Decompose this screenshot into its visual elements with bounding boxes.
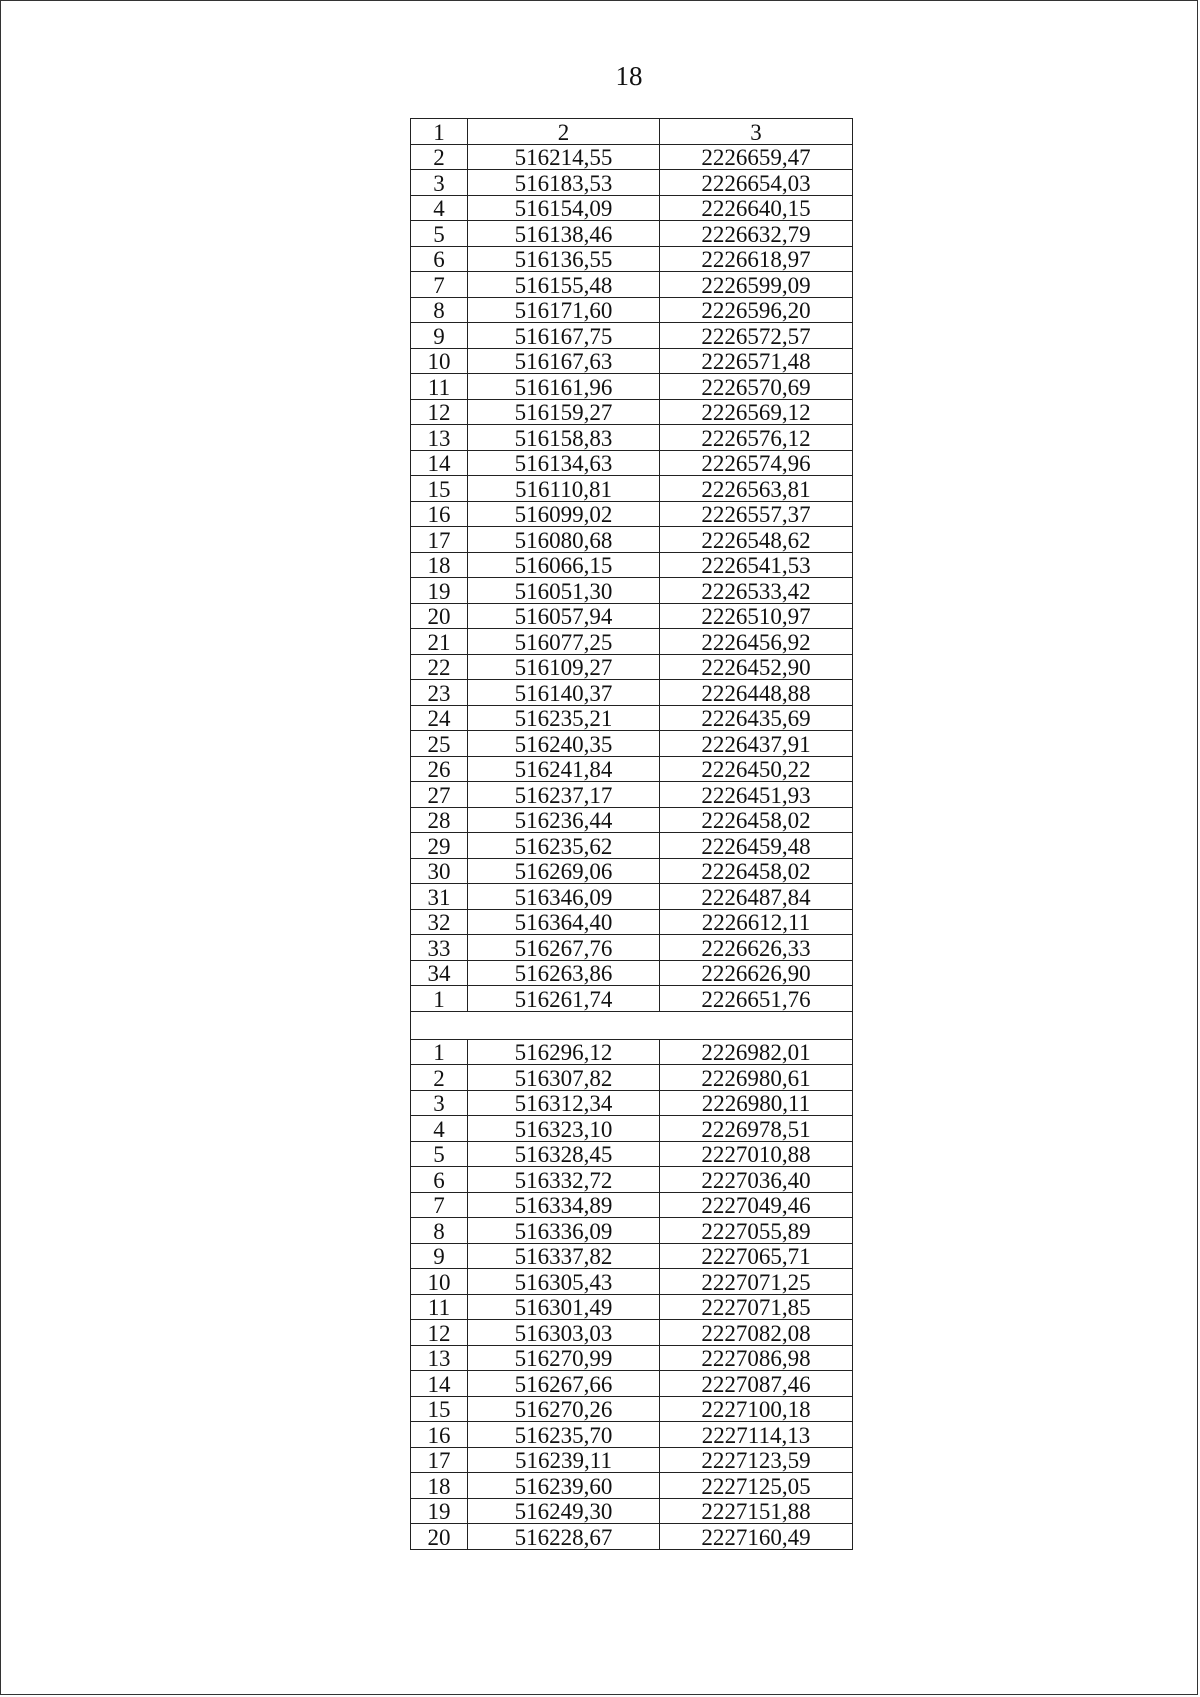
x-coordinate-cell: 516237,17 [468,782,660,808]
section-2-row [411,1192,853,1218]
y-coordinate-cell: 2227087,46 [660,1371,853,1397]
x-coordinate-cell: 516334,89 [468,1192,660,1218]
x-coordinate-cell: 516171,60 [468,297,660,323]
y-coordinate-cell: 2227082,08 [660,1320,853,1346]
section-1-row [411,833,853,859]
point-number-cell: 17 [411,527,468,553]
x-coordinate-cell: 516307,82 [468,1065,660,1091]
section-1-row [411,195,853,221]
x-coordinate-cell: 516239,11 [468,1447,660,1473]
x-coordinate-cell: 516346,09 [468,884,660,910]
point-number-cell: 10 [411,1269,468,1295]
section-1-row [411,272,853,298]
y-coordinate-cell: 2226570,69 [660,374,853,400]
x-coordinate-cell: 516296,12 [468,1039,660,1065]
y-coordinate-cell: 2226459,48 [660,833,853,859]
point-number-cell: 23 [411,680,468,706]
x-coordinate-cell: 516267,76 [468,935,660,961]
point-number-cell: 16 [411,501,468,527]
point-number-cell: 20 [411,603,468,629]
point-number-cell: 1 [411,986,468,1012]
section-1-row [411,782,853,808]
y-coordinate-cell: 2226626,33 [660,935,853,961]
x-coordinate-cell: 516240,35 [468,731,660,757]
point-number-cell: 5 [411,221,468,247]
x-coordinate-cell: 516235,21 [468,705,660,731]
point-number-cell: 13 [411,425,468,451]
point-number-cell: 24 [411,705,468,731]
x-coordinate-cell: 516269,06 [468,858,660,884]
point-number-cell: 34 [411,960,468,986]
point-number-cell: 19 [411,1498,468,1524]
header-cell-x: 2 [468,119,660,145]
y-coordinate-cell: 2226618,97 [660,246,853,272]
section-2-row [411,1243,853,1269]
y-coordinate-cell: 2226651,76 [660,986,853,1012]
section-2-row [411,1167,853,1193]
x-coordinate-cell: 516323,10 [468,1116,660,1142]
point-number-cell: 1 [411,1039,468,1065]
section-1-row [411,731,853,757]
point-number-cell: 18 [411,1473,468,1499]
section-1-row [411,756,853,782]
y-coordinate-cell: 2226612,11 [660,909,853,935]
point-number-cell: 2 [411,1065,468,1091]
section-1-row [411,654,853,680]
section-2-row [411,1320,853,1346]
y-coordinate-cell: 2226599,09 [660,272,853,298]
point-number-cell: 6 [411,1167,468,1193]
y-coordinate-cell: 2226980,61 [660,1065,853,1091]
y-coordinate-cell: 2226510,97 [660,603,853,629]
section-2-row [411,1218,853,1244]
section-1-row [411,144,853,170]
y-coordinate-cell: 2226541,53 [660,552,853,578]
x-coordinate-cell: 516336,09 [468,1218,660,1244]
section-1-row [411,680,853,706]
x-coordinate-cell: 516158,83 [468,425,660,451]
x-coordinate-cell: 516057,94 [468,603,660,629]
section-1-row [411,935,853,961]
section-1-row [411,603,853,629]
section-1-row [411,501,853,527]
x-coordinate-cell: 516159,27 [468,399,660,425]
y-coordinate-cell: 2226654,03 [660,170,853,196]
point-number-cell: 20 [411,1524,468,1550]
y-coordinate-cell: 2226576,12 [660,425,853,451]
y-coordinate-cell: 2226563,81 [660,476,853,502]
y-coordinate-cell: 2227071,85 [660,1294,853,1320]
y-coordinate-cell: 2226458,02 [660,807,853,833]
point-number-cell: 10 [411,348,468,374]
x-coordinate-cell: 516110,81 [468,476,660,502]
section-2-row [411,1345,853,1371]
section-1-row [411,884,853,910]
point-number-cell: 16 [411,1422,468,1448]
point-number-cell: 22 [411,654,468,680]
section-1-row [411,374,853,400]
y-coordinate-cell: 2226450,22 [660,756,853,782]
coordinates-table [410,118,853,1550]
section-1-row [411,807,853,833]
section-1-row [411,527,853,553]
y-coordinate-cell: 2226980,11 [660,1090,853,1116]
x-coordinate-cell: 516167,63 [468,348,660,374]
point-number-cell: 3 [411,170,468,196]
x-coordinate-cell: 516109,27 [468,654,660,680]
header-cell-y: 3 [660,119,853,145]
point-number-cell: 27 [411,782,468,808]
section-2-row [411,1141,853,1167]
section-2-row [411,1065,853,1091]
section-1-row [411,348,853,374]
x-coordinate-cell: 516183,53 [468,170,660,196]
y-coordinate-cell: 2226640,15 [660,195,853,221]
y-coordinate-cell: 2226451,93 [660,782,853,808]
y-coordinate-cell: 2227100,18 [660,1396,853,1422]
section-2-row [411,1524,853,1550]
table-header-row [411,119,853,145]
x-coordinate-cell: 516263,86 [468,960,660,986]
x-coordinate-cell: 516241,84 [468,756,660,782]
section-2-row [411,1498,853,1524]
section-separator-cell [411,1011,853,1039]
y-coordinate-cell: 2227055,89 [660,1218,853,1244]
y-coordinate-cell: 2227071,25 [660,1269,853,1295]
x-coordinate-cell: 516328,45 [468,1141,660,1167]
y-coordinate-cell: 2226569,12 [660,399,853,425]
section-2-row [411,1473,853,1499]
y-coordinate-cell: 2227036,40 [660,1167,853,1193]
point-number-cell: 26 [411,756,468,782]
y-coordinate-cell: 2226458,02 [660,858,853,884]
section-1-row [411,425,853,451]
y-coordinate-cell: 2227125,05 [660,1473,853,1499]
header-cell-point-number: 1 [411,119,468,145]
y-coordinate-cell: 2226574,96 [660,450,853,476]
x-coordinate-cell: 516364,40 [468,909,660,935]
y-coordinate-cell: 2226596,20 [660,297,853,323]
point-number-cell: 19 [411,578,468,604]
point-number-cell: 25 [411,731,468,757]
x-coordinate-cell: 516214,55 [468,144,660,170]
point-number-cell: 15 [411,1396,468,1422]
x-coordinate-cell: 516270,99 [468,1345,660,1371]
section-2-row [411,1294,853,1320]
x-coordinate-cell: 516249,30 [468,1498,660,1524]
section-2-row [411,1396,853,1422]
x-coordinate-cell: 516066,15 [468,552,660,578]
x-coordinate-cell: 516161,96 [468,374,660,400]
page-number: 18 [615,61,643,91]
section-1-row [411,578,853,604]
y-coordinate-cell: 2226435,69 [660,705,853,731]
point-number-cell: 31 [411,884,468,910]
section-1-row [411,170,853,196]
x-coordinate-cell: 516303,03 [468,1320,660,1346]
point-number-cell: 15 [411,476,468,502]
x-coordinate-cell: 516235,62 [468,833,660,859]
point-number-cell: 3 [411,1090,468,1116]
section-2-row [411,1039,853,1065]
point-number-cell: 21 [411,629,468,655]
y-coordinate-cell: 2226572,57 [660,323,853,349]
section-1-row [411,297,853,323]
point-number-cell: 13 [411,1345,468,1371]
point-number-cell: 8 [411,1218,468,1244]
y-coordinate-cell: 2226437,91 [660,731,853,757]
coordinates-table-body [411,119,853,1550]
point-number-cell: 7 [411,1192,468,1218]
section-2-row [411,1269,853,1295]
y-coordinate-cell: 2227086,98 [660,1345,853,1371]
point-number-cell: 14 [411,1371,468,1397]
x-coordinate-cell: 516167,75 [468,323,660,349]
y-coordinate-cell: 2226448,88 [660,680,853,706]
y-coordinate-cell: 2227065,71 [660,1243,853,1269]
x-coordinate-cell: 516099,02 [468,501,660,527]
x-coordinate-cell: 516332,72 [468,1167,660,1193]
point-number-cell: 29 [411,833,468,859]
y-coordinate-cell: 2226456,92 [660,629,853,655]
x-coordinate-cell: 516305,43 [468,1269,660,1295]
x-coordinate-cell: 516267,66 [468,1371,660,1397]
y-coordinate-cell: 2227151,88 [660,1498,853,1524]
section-1-row [411,552,853,578]
point-number-cell: 12 [411,399,468,425]
point-number-cell: 9 [411,1243,468,1269]
x-coordinate-cell: 516077,25 [468,629,660,655]
section-2-row [411,1371,853,1397]
y-coordinate-cell: 2227114,13 [660,1422,853,1448]
x-coordinate-cell: 516155,48 [468,272,660,298]
section-1-row [411,858,853,884]
x-coordinate-cell: 516051,30 [468,578,660,604]
x-coordinate-cell: 516270,26 [468,1396,660,1422]
y-coordinate-cell: 2227010,88 [660,1141,853,1167]
x-coordinate-cell: 516138,46 [468,221,660,247]
point-number-cell: 33 [411,935,468,961]
y-coordinate-cell: 2226452,90 [660,654,853,680]
point-number-cell: 4 [411,195,468,221]
y-coordinate-cell: 2226487,84 [660,884,853,910]
y-coordinate-cell: 2227123,59 [660,1447,853,1473]
section-1-row [411,399,853,425]
y-coordinate-cell: 2226978,51 [660,1116,853,1142]
point-number-cell: 18 [411,552,468,578]
x-coordinate-cell: 516261,74 [468,986,660,1012]
y-coordinate-cell: 2226626,90 [660,960,853,986]
point-number-cell: 11 [411,374,468,400]
x-coordinate-cell: 516239,60 [468,1473,660,1499]
section-2-row [411,1090,853,1116]
point-number-cell: 7 [411,272,468,298]
y-coordinate-cell: 2226533,42 [660,578,853,604]
section-1-row [411,323,853,349]
y-coordinate-cell: 2226548,62 [660,527,853,553]
x-coordinate-cell: 516301,49 [468,1294,660,1320]
point-number-cell: 2 [411,144,468,170]
x-coordinate-cell: 516136,55 [468,246,660,272]
point-number-cell: 32 [411,909,468,935]
section-separator-row [411,1011,853,1039]
y-coordinate-cell: 2226982,01 [660,1039,853,1065]
point-number-cell: 6 [411,246,468,272]
section-1-row [411,705,853,731]
section-1-row [411,960,853,986]
x-coordinate-cell: 516236,44 [468,807,660,833]
y-coordinate-cell: 2227160,49 [660,1524,853,1550]
section-1-row [411,246,853,272]
section-1-row [411,986,853,1012]
point-number-cell: 17 [411,1447,468,1473]
x-coordinate-cell: 516235,70 [468,1422,660,1448]
section-1-row [411,221,853,247]
y-coordinate-cell: 2227049,46 [660,1192,853,1218]
section-1-row [411,476,853,502]
x-coordinate-cell: 516337,82 [468,1243,660,1269]
y-coordinate-cell: 2226632,79 [660,221,853,247]
y-coordinate-cell: 2226659,47 [660,144,853,170]
section-1-row [411,629,853,655]
y-coordinate-cell: 2226571,48 [660,348,853,374]
point-number-cell: 11 [411,1294,468,1320]
y-coordinate-cell: 2226557,37 [660,501,853,527]
point-number-cell: 4 [411,1116,468,1142]
point-number-cell: 5 [411,1141,468,1167]
x-coordinate-cell: 516312,34 [468,1090,660,1116]
section-2-row [411,1447,853,1473]
point-number-cell: 8 [411,297,468,323]
x-coordinate-cell: 516154,09 [468,195,660,221]
point-number-cell: 28 [411,807,468,833]
point-number-cell: 30 [411,858,468,884]
section-2-row [411,1116,853,1142]
x-coordinate-cell: 516140,37 [468,680,660,706]
x-coordinate-cell: 516134,63 [468,450,660,476]
x-coordinate-cell: 516228,67 [468,1524,660,1550]
point-number-cell: 14 [411,450,468,476]
section-1-row [411,450,853,476]
section-1-row [411,909,853,935]
x-coordinate-cell: 516080,68 [468,527,660,553]
section-2-row [411,1422,853,1448]
point-number-cell: 12 [411,1320,468,1346]
point-number-cell: 9 [411,323,468,349]
